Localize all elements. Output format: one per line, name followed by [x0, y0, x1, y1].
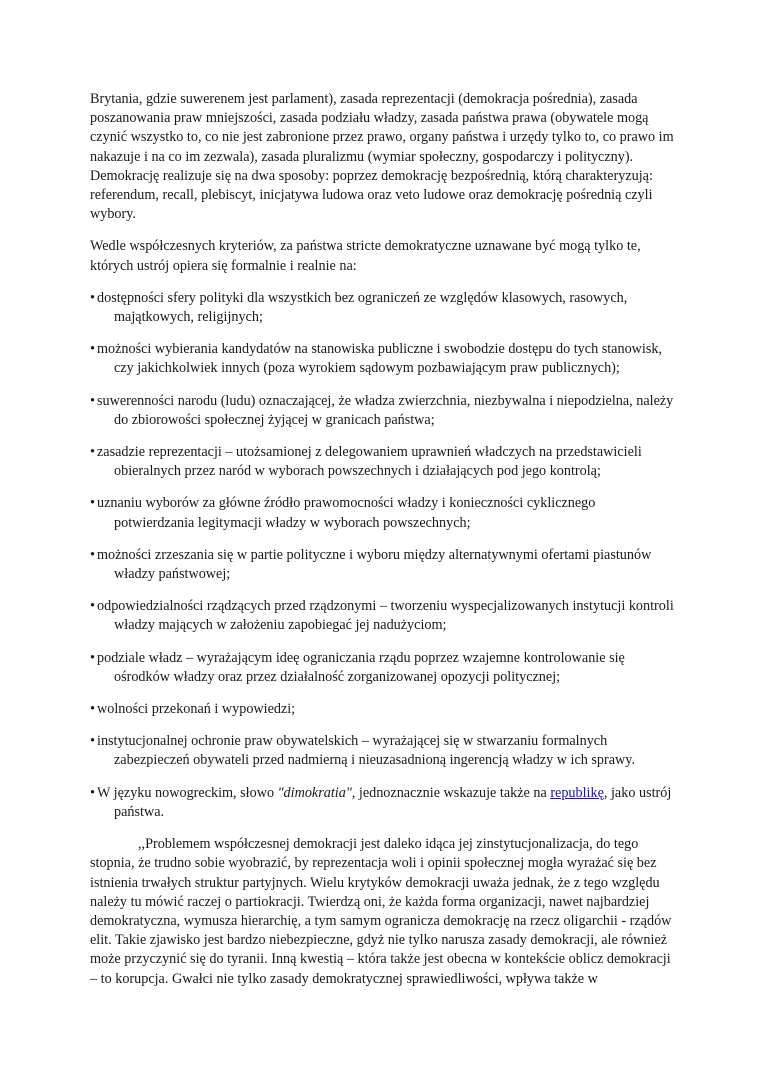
bullet-icon: • [90, 598, 95, 615]
intro-paragraph: Brytania, gdzie suwerenem jest parlament), zasada reprezentacji (demokracja pośrednia), zasada poszanowania praw mniejszości, zasada podziału władzy, zasada państwa prawa (obywatele mogą czynić wszystko to, co nie jest zabronione przez prawo, organy państwa i urzędy tylko to, co prawo im nakazuje i na co im zezwala), zasada pluralizmu (wymiar społeczny, gospodarczy i polityczny). Demokrację realizuje się na dwa sposoby: poprzez demokrację bezpośrednią, którą charakteryzują: referendum, recall, plebiscyt, inicjatywa ludowa oraz veto ludowe oraz demokrację pośrednią czyli wybory. [90, 91, 674, 223]
bullet-icon: • [90, 733, 95, 750]
bullet-icon: • [90, 341, 95, 358]
list-item [90, 597, 675, 635]
criteria-paragraph: Wedle współczesnych kryteriów, za państwa stricte demokratyczne uznawane być mogą tylko te, których ustrój opiera się formalnie i realnie na: [90, 238, 641, 274]
list-item [90, 546, 675, 584]
bullet-icon: • [90, 289, 95, 306]
greek-text-middle: , jednoznacznie wskazuje także na [351, 784, 551, 801]
list-item-text: odpowiedzialności rządzących przed rządzonymi – tworzeniu wyspecjalizowanych instytucji kontroli władzy mających w założeniu zapobiegać jej nadużyciom; [97, 598, 674, 634]
list-item-text: podziale władz – wyrażającym ideę ograniczania rządu poprzez wzajemne kontrolowanie się ośrodków władzy oraz przez działalność zorganizowanej opozycji politycznej; [97, 649, 625, 685]
bullet-icon: • [90, 784, 95, 801]
greek-text-before: W języku nowogreckim, słowo [97, 784, 278, 801]
list-item [90, 443, 675, 481]
bullet-icon: • [90, 546, 95, 563]
list-item-text: suwerenności narodu (ludu) oznaczającej, że władza zwierzchnia, niezbywalna i niepodzielna, należy do zbiorowości społecznej żyjącej w granicach państwa; [97, 392, 674, 428]
bullet-icon: • [90, 649, 95, 666]
list-item [90, 494, 675, 532]
list-item [90, 700, 675, 719]
list-item [90, 732, 675, 770]
list-item-greek-term [90, 784, 675, 822]
list-item-text: wolności przekonań i wypowiedzi; [97, 701, 296, 718]
bullet-icon: • [90, 495, 95, 512]
list-item-text: możności zrzeszania się w partie polityczne i wyboru między alternatywnymi ofertami piastunów władzy państwowej; [97, 546, 652, 583]
bullet-icon: • [90, 392, 95, 409]
list-item-text: instytucjonalnej ochronie praw obywatelskich – wyrażającej się w stwarzaniu formalnych zabezpieczeń obywateli przed nadmierną i nieuzasadnioną ingerencją władzy w ich sprawy. [97, 733, 636, 769]
republika-link[interactable]: republikę [550, 784, 604, 801]
bullet-icon: • [90, 701, 95, 718]
list-item-text: zasadzie reprezentacji – utożsamionej z delegowaniem uprawnień władczych na przedstawicieli obieralnych przez naród w wyborach powszechnych i działających pod jego kontrolą; [97, 444, 642, 480]
criteria-list [90, 289, 675, 822]
list-item-text: dostępności sfery polityki dla wszystkich bez ograniczeń ze względów klasowych, rasowych, majątkowych, religijnych; [97, 289, 628, 326]
list-item-text: uznaniu wyborów za główne źródło prawomocności władzy i konieczności cyklicznego potwierdzania legitymacji władzy w wyborach powszechnych; [97, 495, 596, 531]
list-item [90, 289, 675, 327]
greek-text-after: , jako ustrój państwa. [114, 784, 672, 820]
quote-paragraph: ,,Problemem współczesnej demokracji jest daleko idąca jej zinstytucjonalizacja, do tego stopnia, że trudno sobie wyobrazić, by reprezentacja woli i opinii społecznej mogła wyrażać się bez istnienia trwałych struktur partyjnych. Wielu krytyków demokracji uważa jednak, że z tego względu należy tu mówić raczej o partiokracji. Twierdzą oni, że każda forma organizacji, nawet najbardziej demokratyczna, wymusza hierarchię, a tym samym ogranicza demokrację na rzecz oligarchii - rządów elit. Takie zjawisko jest bardzo niebezpieczne, gdyż nie tylko narusza zasady demokracji, ale również może przyczynić się do tyranii. Inną kwestią – która także jest obecna w kontekście oblicz demokracji – to korupcja. Gwałci nie tylko zasady demokratycznej sprawiedliwości, wpływa także w [90, 836, 672, 987]
list-item-text: możności wybierania kandydatów na stanowiska publiczne i swobodzie dostępu do tych stanowisk, czy jakichkolwiek innych (poza wyrokiem sądowym pozbawiającym praw publicznych); [97, 341, 663, 377]
document-page [90, 90, 675, 989]
greek-term: "dimokratia" [277, 784, 352, 801]
list-item [90, 392, 675, 430]
list-item [90, 340, 675, 378]
list-item [90, 649, 675, 687]
bullet-icon: • [90, 444, 95, 461]
